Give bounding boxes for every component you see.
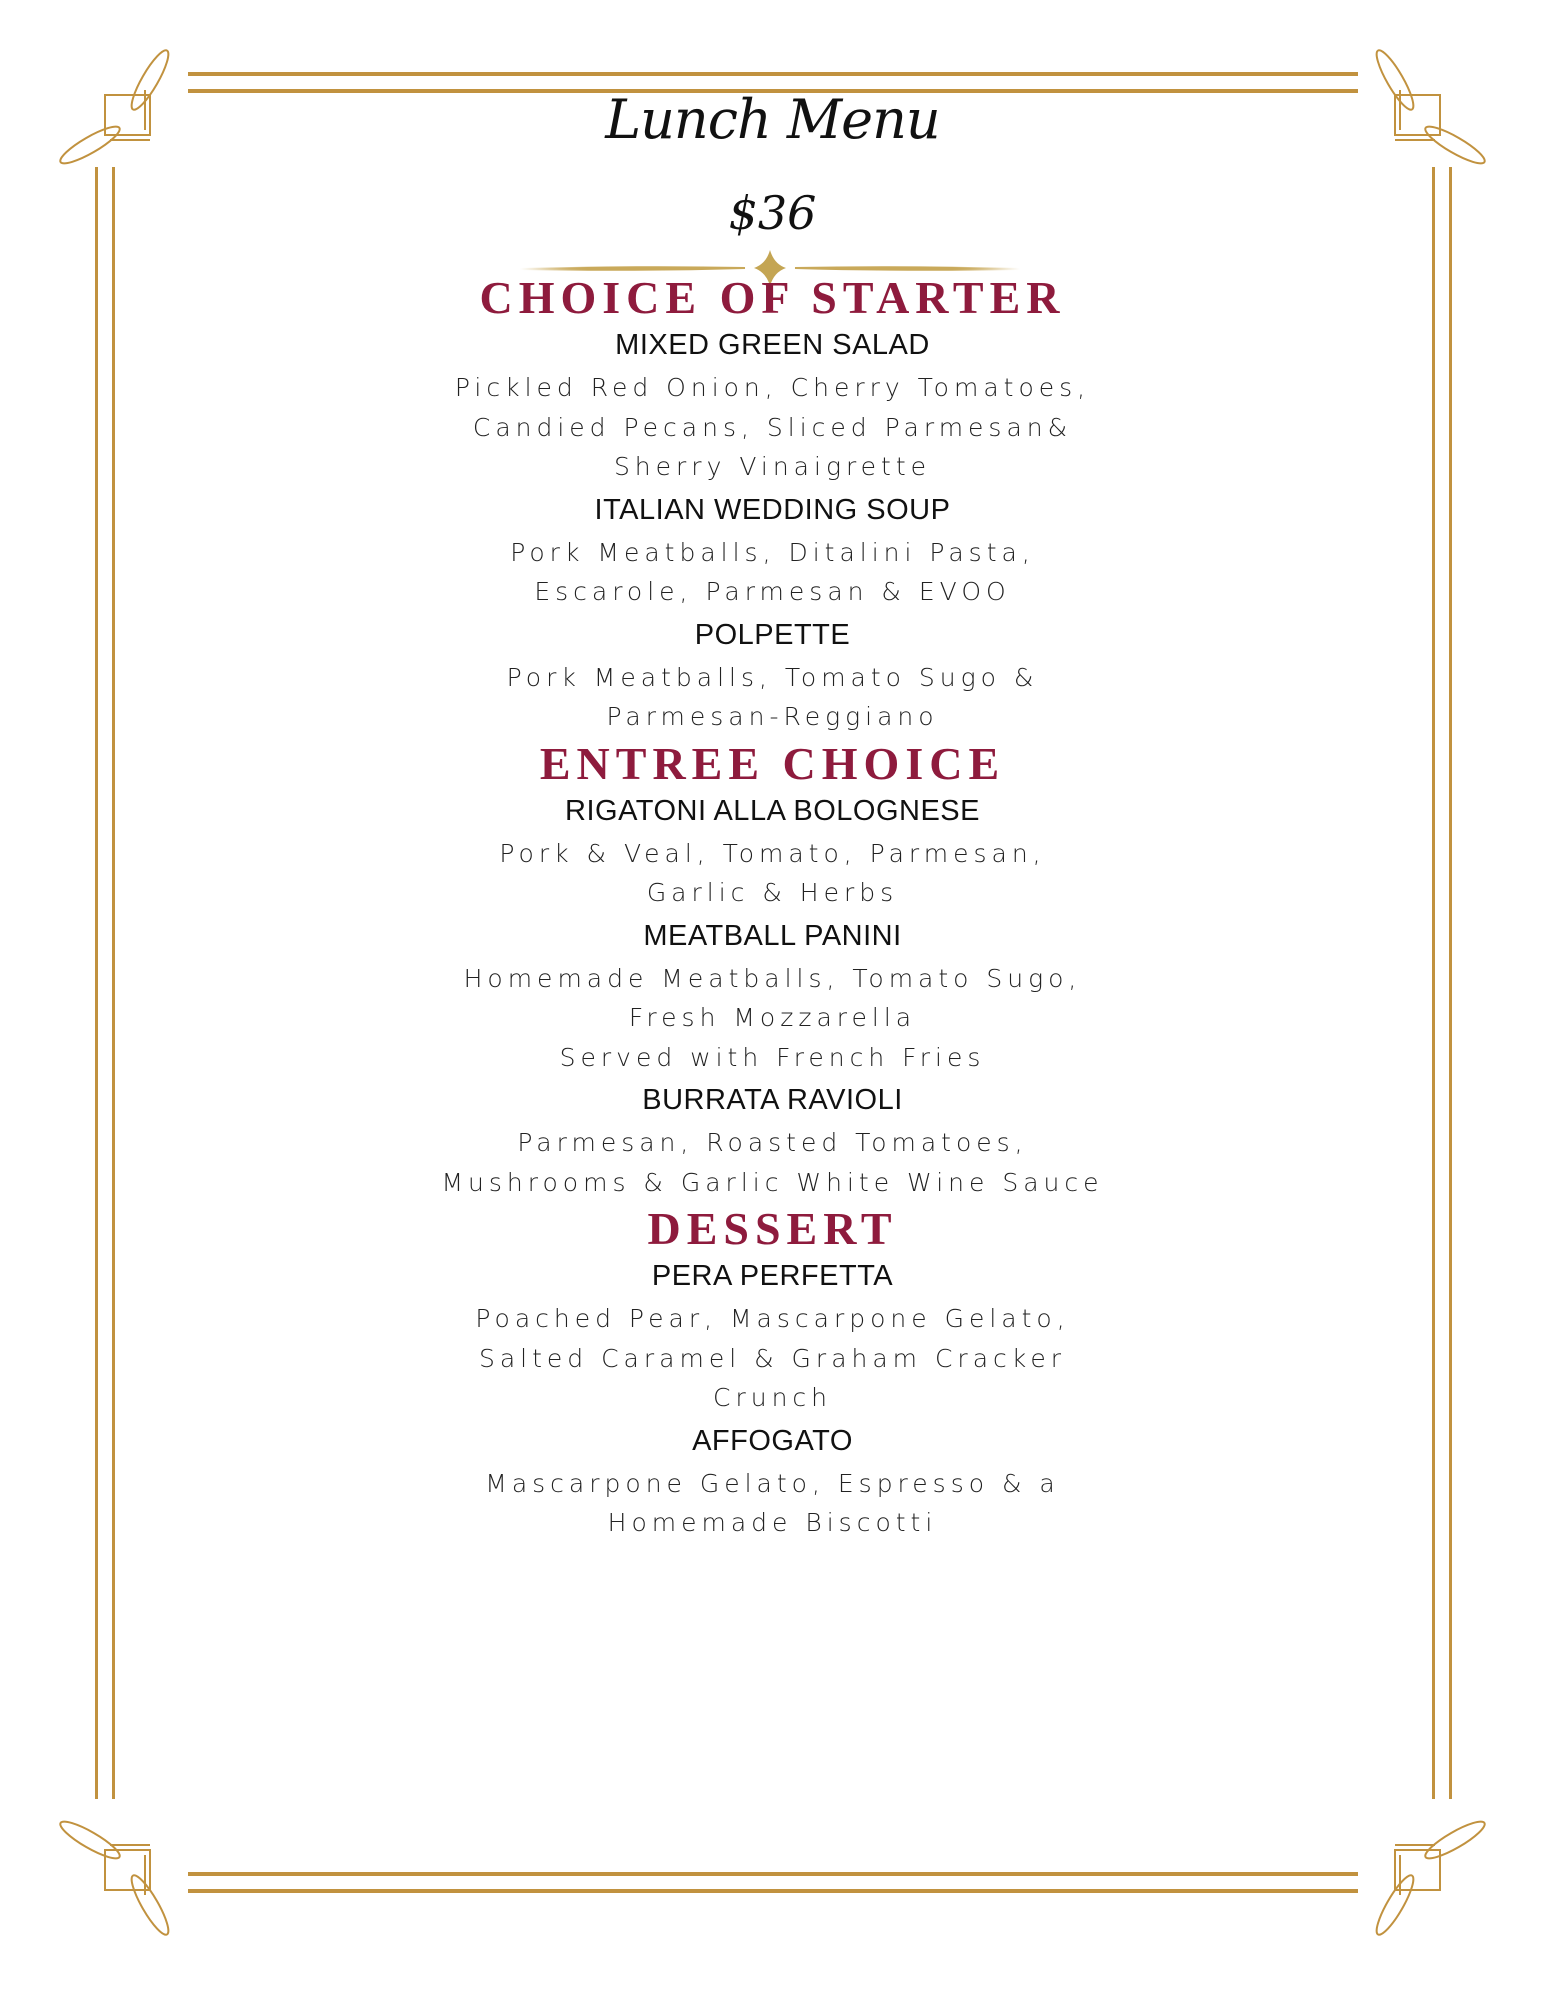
menu-item-name: AFFOGATO [692, 1424, 853, 1457]
border-bottom-outer [188, 1889, 1358, 1893]
menu-item-name: MEATBALL PANINI [643, 919, 902, 952]
menu-item-description: Pork Meatballs, Ditalini Pasta, [510, 537, 1035, 567]
menu-body [0, 274, 1545, 1543]
menu-item-description: Mushrooms & Garlic White Wine Sauce [441, 1167, 1104, 1197]
menu-item-description: Poached Pear, Mascarpone Gelato, [475, 1304, 1070, 1333]
menu-item-description: Escarole, Parmesan & EVOO [534, 577, 1011, 606]
menu-item-description: Served with French Fries [559, 1042, 986, 1072]
menu-item-description: Salted Caramel & Graham Cracker [478, 1343, 1067, 1373]
menu-item-name: POLPETTE [694, 618, 851, 651]
menu-item-description: Fresh Mozzarella [628, 1003, 917, 1032]
corner-ornament-icon [55, 1800, 195, 1940]
section-heading: ENTREE CHOICE [539, 737, 1006, 789]
menu-item-description: Candied Pecans, Sliced Parmesan& [472, 412, 1073, 442]
menu-item-description: Pork Meatballs, Tomato Sugo & [506, 662, 1039, 692]
menu-item-description: Homemade Meatballs, Tomato Sugo, [463, 963, 1082, 993]
section-heading: DESSERT [647, 1203, 898, 1254]
menu-price: $36 [728, 186, 817, 240]
menu-item-description: Homemade Biscotti [607, 1508, 938, 1537]
menu-item-name: MIXED GREEN SALAD [615, 329, 930, 361]
section-heading: CHOICE OF STARTER [479, 272, 1066, 323]
border-bottom-inner [188, 1872, 1358, 1876]
menu-item-name: ITALIAN WEDDING SOUP [594, 493, 951, 526]
corner-ornament-icon [1350, 1800, 1490, 1940]
menu-item-description: Parmesan-Reggiano [606, 702, 939, 731]
menu-item-description: Pickled Red Onion, Cherry Tomatoes, [454, 373, 1091, 402]
menu-item-description: Parmesan, Roasted Tomatoes, [517, 1128, 1028, 1157]
menu-item-description: Mascarpone Gelato, Espresso & a [485, 1468, 1060, 1498]
menu-item-description: Pork & Veal, Tomato, Parmesan, [499, 838, 1046, 868]
menu-item-description: Crunch [712, 1383, 832, 1412]
menu-item-description: Garlic & Herbs [646, 878, 899, 907]
menu-item-name: RIGATONI ALLA BOLOGNESE [565, 794, 980, 827]
menu-item-description: Sherry Vinaigrette [613, 452, 932, 481]
menu-item-name: PERA PERFETTA [651, 1260, 894, 1292]
menu-item-name: BURRATA RAVIOLI [642, 1084, 903, 1116]
border-top-outer [188, 72, 1358, 76]
menu-title: Lunch Menu [605, 88, 940, 151]
